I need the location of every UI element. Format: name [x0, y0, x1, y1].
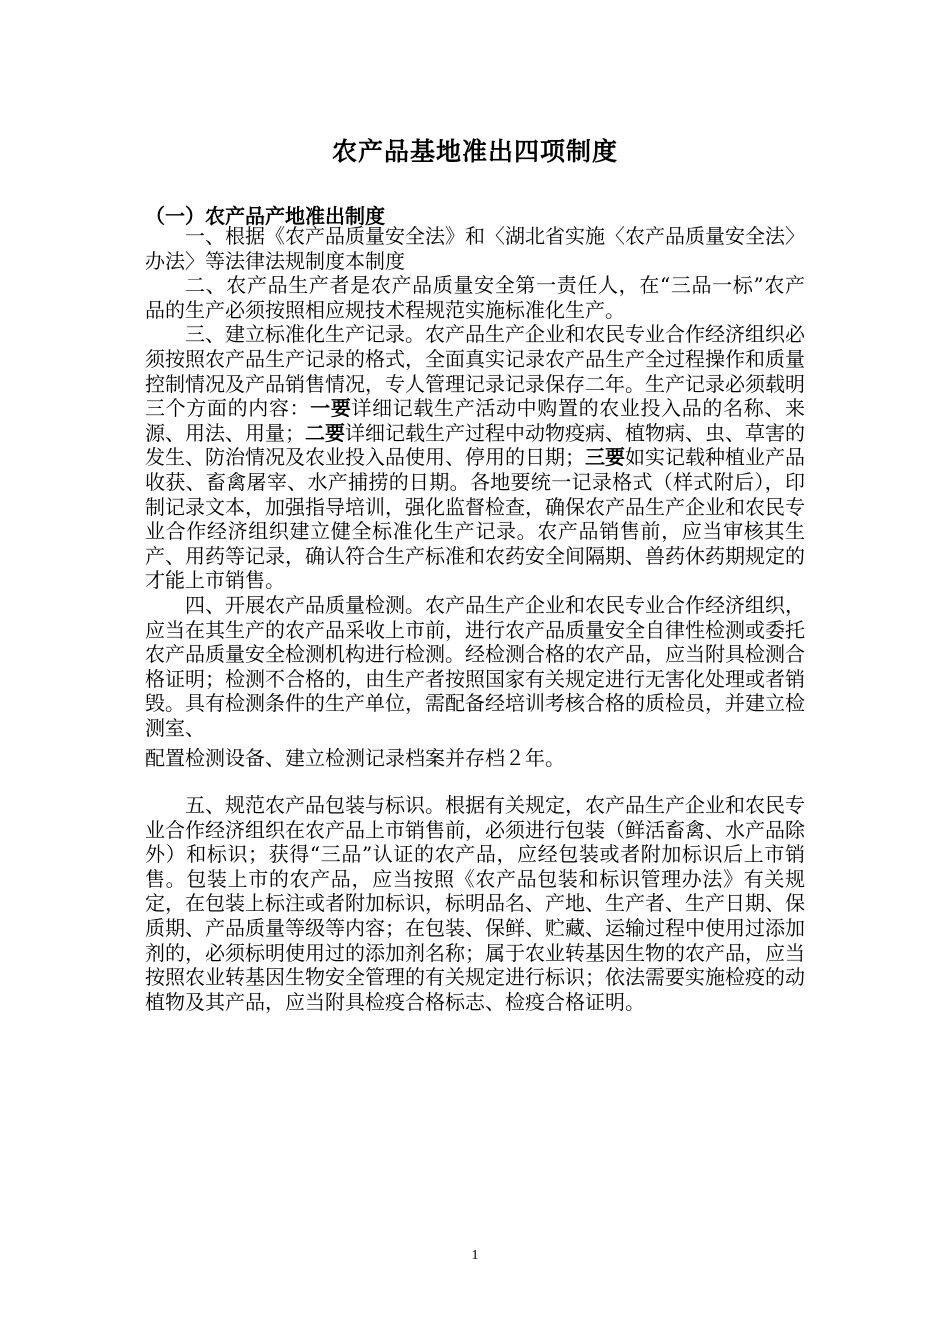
document-body — [145, 224, 805, 1014]
keyword-third: 三要 — [585, 445, 625, 470]
page-number: 1 — [471, 1248, 479, 1263]
section-heading: （一）农产品产地准出制度 — [145, 204, 385, 228]
keyword-first: 一要 — [310, 396, 352, 421]
paragraph-3-first-item: 详细记载生产活动中购置的农业投入品的名称、来源、用法、用量； — [145, 396, 806, 445]
document-title: 农产品基地准出四项制度 — [331, 137, 618, 166]
paragraph-3-second-item: 详细记载生产过程中动物疫病、植物病、虫、草害的发生、防治情况及农业投入品使用、停用的日期； — [145, 420, 805, 470]
paragraph-1: 一、根据《农产品质量安全法》和〈湖北省实施〈农产品质量安全法〉办法〉等法律法规制度本制度 — [145, 224, 805, 273]
paragraph-2: 二、农产品生产者是农产品质量安全第一责任人，在“三品一标”农产品的生产必须按照相应规技术程规范实施标准化生产。 — [145, 273, 805, 322]
paragraph-3 — [145, 322, 805, 593]
paragraph-5: 五、规范农产品包装与标识。根据有关规定，农产品生产企业和农民专业合作经济组织在农产品上市销售前，必须进行包装（鲜活畜禽、水产品除外）和标识；获得“三品”认证的农产品，应经包装或者附加标识后上市销售。包装上市的农产品，应当按照《农产品包装和标识管理办法》有关规定，在包装上标注或者附加标识，标明品名、产地、生产者、生产日期、保质期、产品质量等级等内容；在包装、保鲜、贮藏、运输过程中使用过添加剂的，必须标明使用过的添加剂名称；属于农业转基因生物的农产品，应当按照农业转基因生物安全管理的有关规定进行标识；依法需要实施检疫的动植物及其产品，应当附具检疫合格标志、检疫合格证明。 — [145, 793, 805, 1014]
paragraph-4: 四、开展农产品质量检测。农产品生产企业和农民专业合作经济组织，应当在其生产的农产品采收上市前，进行农产品质量安全自律性检测或委托农产品质量安全检测机构进行检测。经检测合格的农产品，应当附具检测合格证明；检测不合格的，由生产者按照国家有关规定进行无害化处理或者销毁。具有检测条件的生产单位，需配备经培训考核合格的质检员，并建立检测室、 — [145, 592, 805, 740]
keyword-second: 二要 — [305, 420, 345, 445]
paragraph-4-tail: 配置检测设备、建立检测记录档案并存档２年。 — [145, 746, 565, 771]
paragraph-3-third-item: 如实记载种植业产品收获、畜禽屠宰、水产捕捞的日期。各地要统一记录格式（样式附后），印制记录文本，加强指导培训，强化监督检查，确保农产品生产企业和农民专业合作经济组织建立健全标准化生产记录。农产品销售前，应当审核其生产、用药等记录，确认符合生产标准和农药安全间隔期、兽药休药期规定的才能上市销售。 — [145, 445, 805, 593]
paragraph-3-intro: 三、建立标准化生产记录。农产品生产企业和农民专业合作经济组织必须按照农产品生产记录的格式，全面真实记录农产品生产全过程操作和质量控制情况及产品销售情况，专人管理记录记录保存二年。生产记录必须载明三个方面的内容： — [145, 322, 805, 421]
